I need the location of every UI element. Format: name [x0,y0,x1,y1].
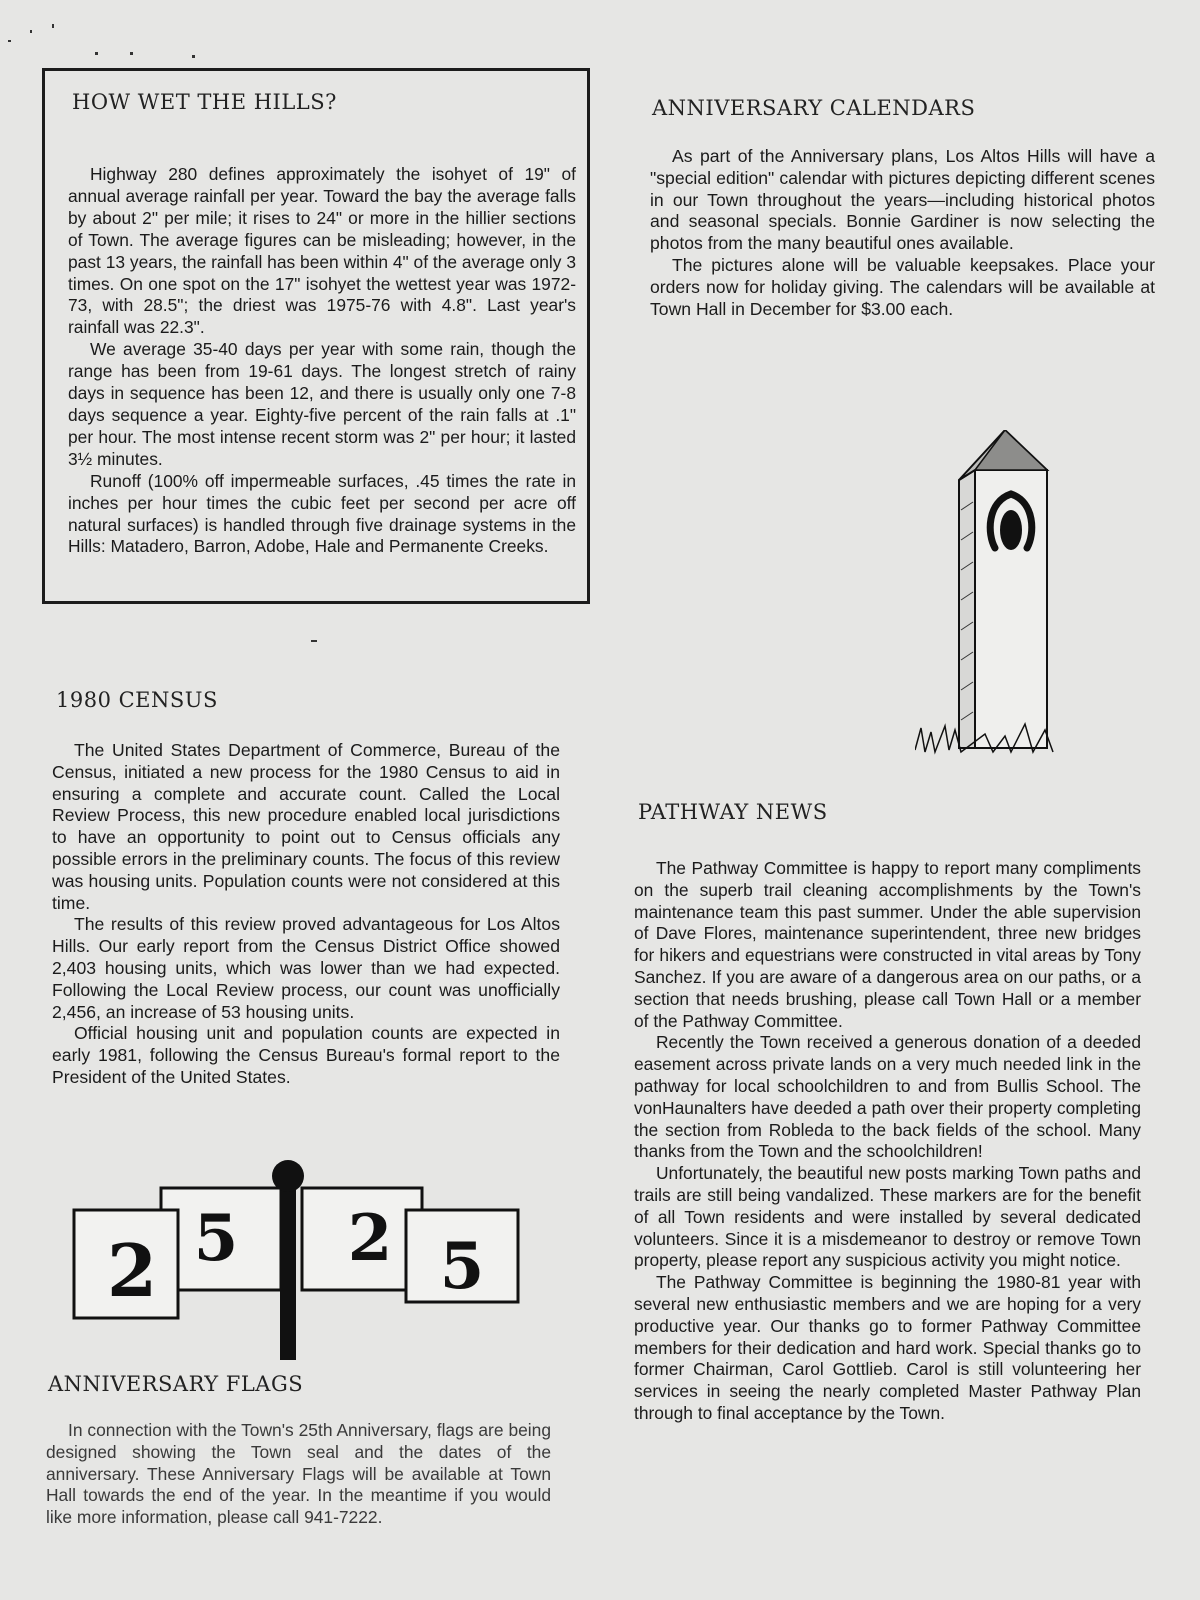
print-speck [30,30,32,33]
paragraph: The pictures alone will be valuable keepsakes. Place your orders now for holiday giving. The calendars will be available at Town Hall in December for $3.00 each. [650,254,1155,319]
paragraph: The Pathway Committee is happy to report many compliments on the superb trail cleaning accomplishments by the Town's maintenance team this past summer. Under the able supervision of Dave Flores, maintenance superintendent, three new bridges for hikers and equestrians were constructed in vital areas by Tony Sanchez. If you are aware of a dangerous area on our paths, or a section that needs brushing, please call Town Hall or a member of the Pathway Committee. [634,858,1141,1031]
pathway-heading: PATHWAY NEWS [638,800,828,824]
print-speck [192,55,195,58]
flag-digit: 2 [347,1201,393,1276]
paragraph: The results of this review proved advantageous for Los Altos Hills. Our early report from the Census District Office showed 2,403 housing units, which was lower than we had expected. Following the Local Review process, our count was unofficially 2,456, an increase of 53 housing units. [52,914,560,1022]
hiker-head-icon [1000,510,1022,550]
anniversary-flags-illustration [66,1160,536,1365]
paragraph: We average 35-40 days per year with some rain, though the range has been from 19-61 days. The longest stretch of rainy days in sequence has been 12, and there is usually only one 7-8 days sequence a year. Eighty-five percent of the rain falls at .1" per hour. The most intense recent storm was 2" per hour; it lasted 3½ minutes. [68,339,576,469]
flag-pole [280,1180,296,1360]
paragraph: Highway 280 defines approximately the isohyet of 19" of annual average rainfall per year. Toward the bay the average falls by about 2" per mile; it rises to 24" or more in the hillier sections of Town. The average figures can be misleading; however, in the past 13 years, the rainfall has been within 4" of the average only 3 times. On one spot on the 17" isohyet the wettest year was 1972-73, with 28.5"; the driest was 1975-76 with 4.8". Last year's rainfall was 22.3". [68,164,576,338]
paragraph: The United States Department of Commerce, Bureau of the Census, initiated a new process for the 1980 Census to aid in ensuring a complete and accurate count. Called the Local Review Process, this new procedure enabled local jurisdictions to have an opportunity to point out to Census officials any possible errors in the preliminary counts. The focus of this review was housing units. Population counts were not considered at this time. [52,740,560,913]
flags-heading: ANNIVERSARY FLAGS [48,1372,304,1396]
calendars-article [650,146,1155,320]
paragraph: Official housing unit and population counts are expected in early 1981, following the Census Bureau's formal report to the President of the United States. [52,1023,560,1087]
flag-digit: 5 [193,1201,239,1276]
census-heading: 1980 CENSUS [56,688,218,712]
flags-article [46,1420,551,1529]
paragraph: As part of the Anniversary plans, Los Altos Hills will have a "special edition" calendar with pictures depicting different scenes in our Town throughout the years—including historical photos and seasonal specials. Bonnie Gardiner is now selecting the photos from the many beautiful ones available. [650,146,1155,254]
paragraph: The Pathway Committee is beginning the 1980-81 year with several new enthusiastic members and we are hoping for a very productive year. Our thanks go to former Pathway Committee members for their dedication and hard work. Special thanks go to former Chairman, Carol Gottlieb. Carol is still volunteering her services in seeing the nearly completed Master Pathway Plan through to final acceptance by the Town. [634,1272,1141,1423]
post-side [959,470,975,748]
paragraph: Unfortunately, the beautiful new posts marking Town paths and trails are still being vandalized. These markers are for the benefit of all Town residents and were installed by several dedicated volunteers. Since it is a misdemeanor to destroy or remove Town property, please report any suspicious activity you might notice. [634,1163,1141,1271]
print-speck [8,40,11,42]
paragraph: Runoff (100% off impermeable surfaces, .45 times the rate in inches per hour times the cubic feet per second per acre off natural surfaces) is handled through five drainage systems in the Hills: Matadero, Barron, Adobe, Hale and Permanente Creeks. [68,470,576,557]
flag-digit: 2 [106,1228,158,1313]
census-article [52,740,560,1089]
flag-digit: 5 [439,1229,485,1304]
calendars-heading: ANNIVERSARY CALENDARS [652,96,976,120]
pathway-article [634,858,1141,1425]
flag-pole-finial [272,1160,304,1192]
paragraph: Recently the Town received a generous donation of a deeded easement across private lands on a very much needed link in the pathway for local schoolchildren to and from Bullis School. The vonHaunalters have deeded a path over their property completing the section from Robleda to the back fields of the school. Many thanks from the Town and the schoolchildren! [634,1032,1141,1162]
wet-hills-article [68,164,576,558]
print-speck [130,52,133,55]
paragraph: In connection with the Town's 25th Anniversary, flags are being designed showing the Town seal and the dates of the anniversary. These Anniversary Flags will be available at Town Hall towards the end of the year. In the meantime if you would like more information, please call 941-7222. [46,1420,551,1528]
print-speck [95,52,98,55]
print-speck [52,24,54,28]
trail-marker-post-illustration [915,430,1075,770]
print-speck [311,640,317,642]
wet-hills-heading: HOW WET THE HILLS? [72,90,337,114]
